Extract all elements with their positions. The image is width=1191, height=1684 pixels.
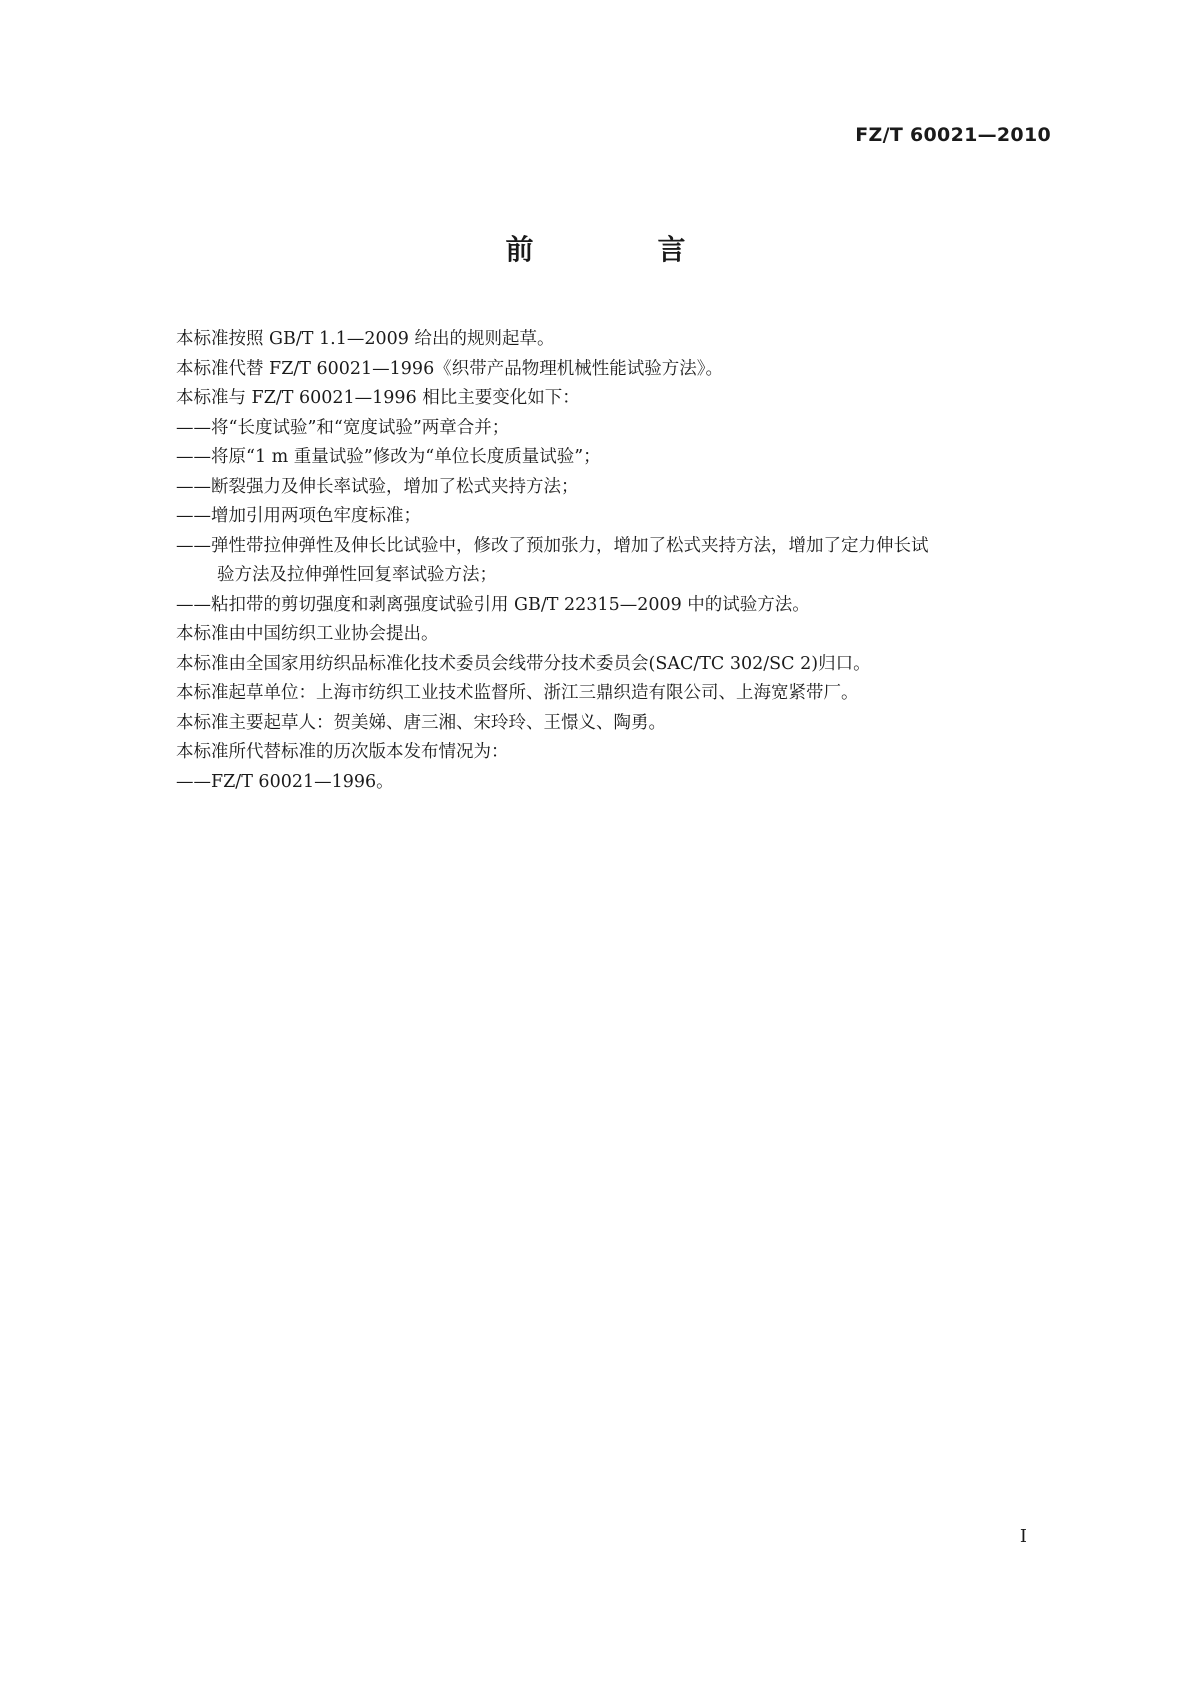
page-title: 前 言 (505, 233, 734, 266)
paragraph-changes-intro: 本标准与 FZ/T 60021—1996 相比主要变化如下： (176, 388, 580, 408)
standard-code: FZ/T 60021—2010 (855, 124, 1051, 146)
list-item-change: ——增加引用两项色牢度标准； (176, 506, 421, 526)
paragraph-previous-editions: 本标准所代替标准的历次版本发布情况为： (176, 742, 509, 762)
list-item-change: ——将原“1 m 重量试验”修改为“单位长度质量试验”； (176, 447, 601, 467)
paragraph-drafting-rules: 本标准按照 GB/T 1.1—2009 给出的规则起草。 (176, 329, 555, 349)
list-item-change: ——弹性带拉伸弹性及伸长比试验中，修改了预加张力，增加了松式夹持方法，增加了定力伸长试 (176, 535, 929, 556)
list-item-change-continuation: 验方法及拉伸弹性回复率试验方法； (217, 565, 497, 585)
list-item-change: ——断裂强力及伸长率试验，增加了松式夹持方法； (176, 476, 579, 497)
page-number: I (1019, 1526, 1027, 1547)
paragraph-centralized-by: 本标准由全国家用纺织品标准化技术委员会线带分技术委员会(SAC/TC 302/SC 2)归口。 (176, 653, 871, 674)
paragraph-proposed-by: 本标准由中国纺织工业协会提出。 (176, 624, 439, 644)
paragraph-drafters: 本标准主要起草人：贺美娣、唐三湘、宋玲玲、王憬义、陶勇。 (176, 712, 666, 733)
list-item-change: ——粘扣带的剪切强度和剥离强度试验引用 GB/T 22315—2009 中的试验方法。 (176, 594, 810, 615)
list-item-previous-edition: ——FZ/T 60021—1996。 (176, 771, 394, 792)
paragraph-drafting-units: 本标准起草单位：上海市纺织工业技术监督所、浙江三鼎织造有限公司、上海宽紧带厂。 (176, 683, 859, 703)
foreword-body (176, 325, 1056, 797)
list-item-change: ——将“长度试验”和“宽度试验”两章合并； (176, 417, 510, 438)
paragraph-replaces: 本标准代替 FZ/T 60021—1996《织带产品物理机械性能试验方法》。 (176, 358, 723, 379)
